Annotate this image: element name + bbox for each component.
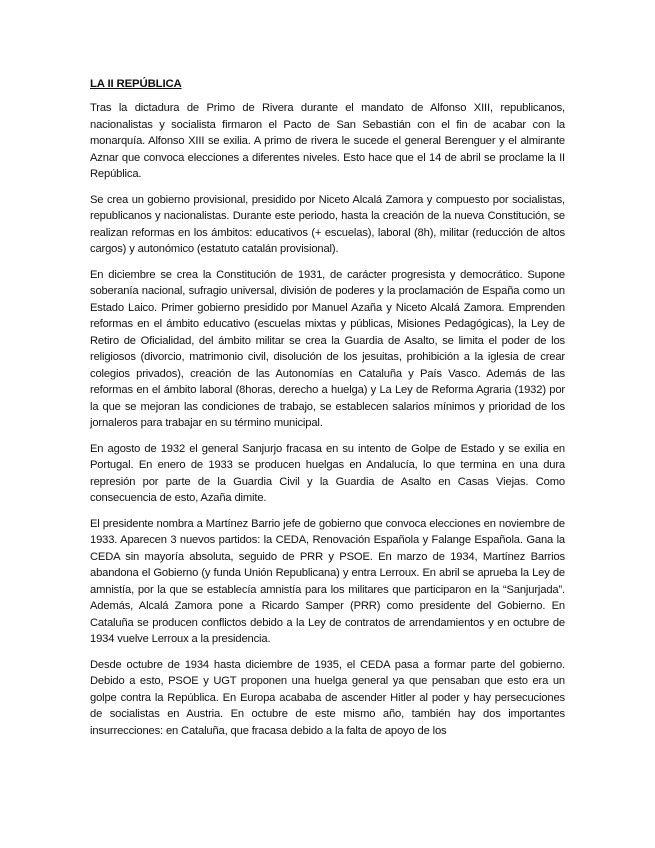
paragraph-pacto-san-sebastian: Tras la dictadura de Primo de Rivera durante el mandato de Alfonso XIII, republicanos, nacionalistas y socialista firmaron el Pacto de San Sebastián con el fin de acabar con la monarquía. Alfonso XIII se exilia. A primo de rivera le sucede el general Berenguer y el almirante Aznar que convoca elecciones a diferentes niveles. Esto hace que el 14 de abril se proclame la II República.: [90, 102, 565, 180]
document-title: LA II REPÚBLICA: [90, 78, 182, 90]
paragraph-elecciones-1933: El presidente nombra a Martínez Barrio jefe de gobierno que convoca elecciones en noviembre de 1933. Aparecen 3 nuevos partidos: la CEDA, Renovación Española y Falange Española. Gana la CEDA sin mayoría absoluta, seguido de PRR y PSOE. En marzo de 1934, Martínez Barrios abandona el Gobierno (y funda Unión Republicana) y entra Lerroux. En abril se aprueba la Ley de amnistía, por la que se establecía amnistía para los militares que participaron en la “Sanjurjada”. Además, Alcalá Zamora pone a Ricardo Samper (PRR) como presidente del Gobierno. En Cataluña se producen conflictos debido a la Ley de contratos de arrendamientos y en octubre de 1934 vuelve Lerroux a la presidencia.: [90, 517, 565, 645]
paragraph-gobierno-provisional: Se crea un gobierno provisional, presidido por Niceto Alcalá Zamora y compuesto por socialistas, republicanos y nacionalistas. Durante este periodo, hasta la creación de la nueva Constitución, se realizan reformas en los ámbitos: educativos (+ escuelas), laboral (8h), militar (reducción de altos cargos) y autonómico (estatuto catalán provisional).: [90, 193, 565, 255]
paragraph-octubre-1934: Desde octubre de 1934 hasta diciembre de 1935, el CEDA pasa a formar parte del gobierno. Debido a esto, PSOE y UGT proponen una huelga general ya que pensaban que esto era un golpe contra la República. En Europa acababa de ascender Hitler al poder y hay persecuciones de socialistas en Austria. En octubre de este mismo año, también hay dos importantes insurrecciones: en Cataluña, que fracasa debido a la falta de apoyo de los: [90, 658, 565, 737]
paragraph-constitucion-1931: En diciembre se crea la Constitución de 1931, de carácter progresista y democrático. Supone soberanía nacional, sufragio universal, división de poderes y la proclamación de España como un Estado Laico. Primer gobierno presidido por Manuel Azaña y Niceto Alcalá Zamora. Emprenden reformas en el ámbito educativo (escuelas mixtas y públicas, Misiones Pedagógicas), la Ley de Retiro de Oficialidad, del ámbito militar se crea la Guardia de Asalto, se limita el poder de los religiosos (divorcio, matrimonio civil, disolución de los jesuitas, prohibición a la iglesia de crear colegios privados), creación de las Autonomías en Cataluña y País Vasco. Además de las reformas en el ámbito laboral (8horas, derecho a huelga) y La Ley de Reforma Agraria (1932) por la que se mejoran las condiciones de trabajo, se establecen salarios mínimos y prioridad de los jornaleros para trabajar en su término municipal.: [90, 268, 565, 429]
paragraph-sanjurjada: En agosto de 1932 el general Sanjurjo fracasa en su intento de Golpe de Estado y se exilia en Portugal. En enero de 1933 se producen huelgas en Andalucía, lo que termina en una dura represión por parte de la Guardia Civil y la Guardia de Asalto en Casas Viejas. Como consecuencia de esto, Azaña dimite.: [90, 442, 565, 504]
document-body: [90, 76, 565, 739]
